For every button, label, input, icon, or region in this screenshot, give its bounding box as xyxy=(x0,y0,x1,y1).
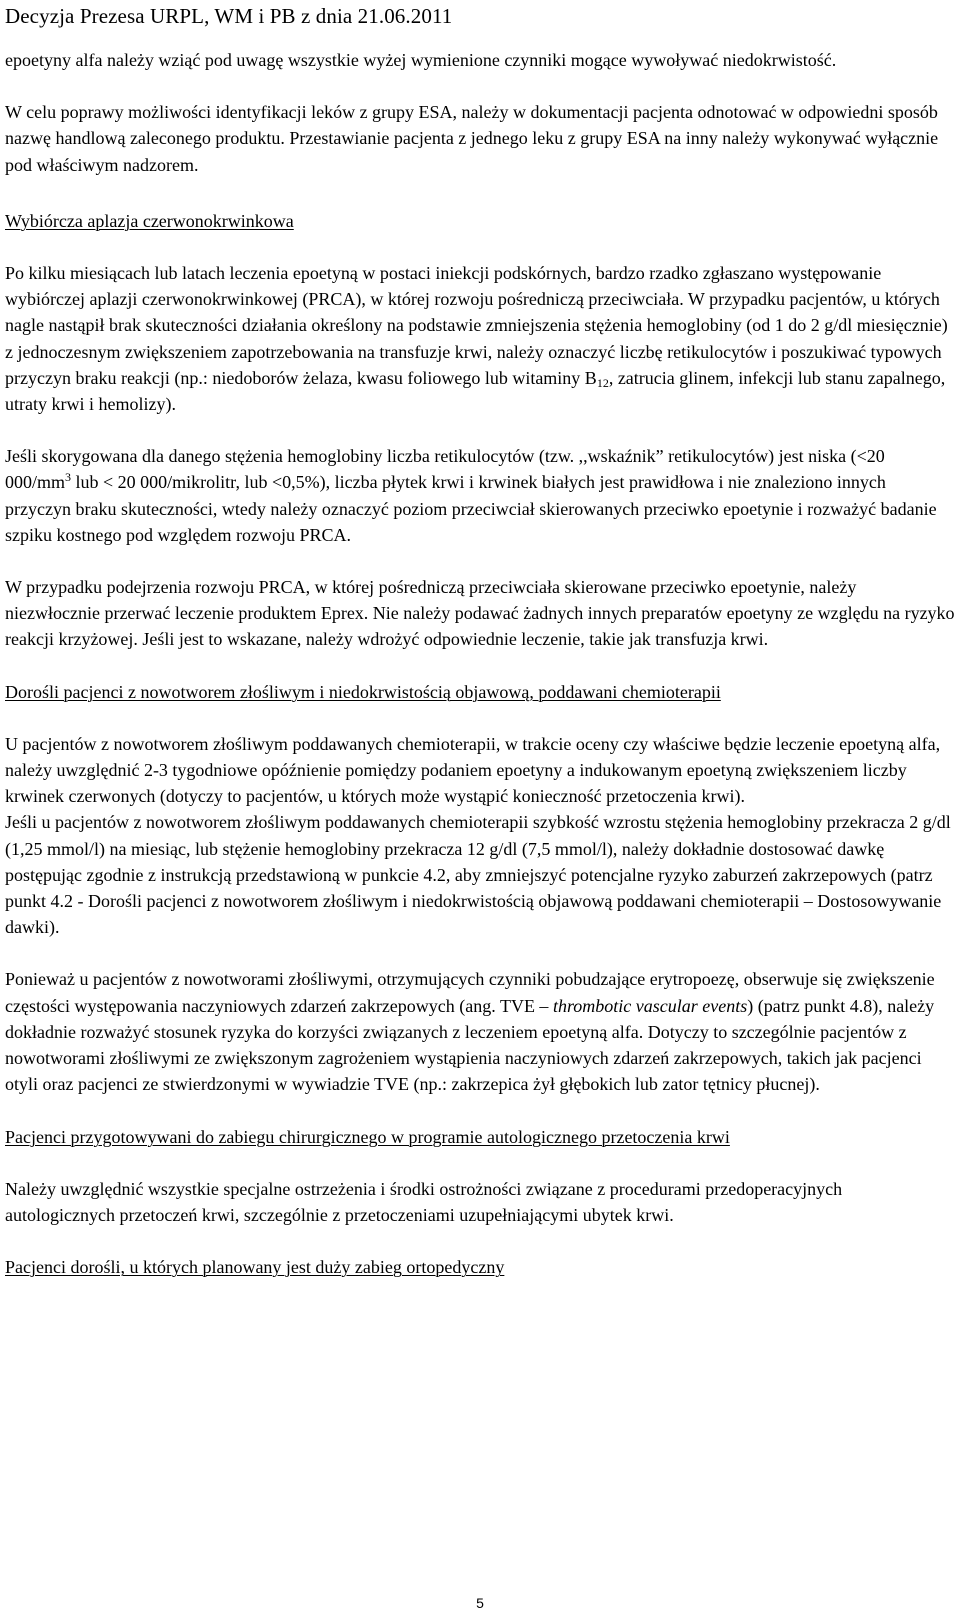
paragraph-chemotherapy-delay: U pacjentów z nowotworem złośliwym poddawanych chemioterapii, w trakcie oceny czy właściwe będzie leczenie epoetyną alfa, należy uwzględnić 2-3 tygodniowe opóźnienie pomiędzy podaniem epoetyny a indukowanym epoetyną zwiększeniem liczby krwinek czerwonych (dotyczy to pacjentów, u których może wystąpić konieczność przetoczenia krwi). xyxy=(5,733,941,807)
text-segment: ) (patrz punkt 4.8), należy dokładnie rozważyć stosunek ryzyka do korzyści związanych z leczeniem epoetyną alfa. Dotyczy to szczególnie pacjentów z nowotworami złośliwymi ze zwiększonym zagrożeniem wystąpienia naczyniowych zdarzeń zakrzepowych, takich jak pacjenci otyli oraz pacjenci ze stwierdzonymi w wywiadzie TVE (np.: zakrzepica żył głębokich lub zator tętnicy płucnej). xyxy=(5,995,935,1095)
section-heading-prca: Wybiórcza aplazja czerwonokrwinkowa xyxy=(5,210,294,231)
text-segment: lub < 20 000/mikrolitr, lub <0,5%), liczba płytek krwi i krwinek białych jest prawidłowa i nie znaleziono innych przyczyn braku skuteczności, wtedy należy oznaczyć poziom przeciwciał skierowanych przeciwko epoetynie i rozważyć badanie szpiku kostnego pod względem rozwoju PRCA. xyxy=(5,472,937,545)
paragraph-reticulocyte-index xyxy=(5,443,955,548)
section-heading-cancer-patients: Dorośli pacjenci z nowotworem złośliwym i niedokrwistością objawową, poddawani chemioterapii xyxy=(5,681,721,702)
paragraph-prca-description xyxy=(5,260,955,417)
superscript: 3 xyxy=(65,470,72,485)
text-segment: , zatrucia glinem, infekcji lub stanu zapalnego, utraty krwi i hemolizy). xyxy=(5,367,946,415)
document-body xyxy=(5,47,955,1280)
subscript: 12 xyxy=(596,375,609,390)
text-segment: Po kilku miesiącach lub latach leczenia epoetyną w postaci iniekcji podskórnych, bardzo rzadko zgłaszano występowanie wybiórczej aplazji czerwonokrwinkowej (PRCA), w której rozwoju pośredniczą przeciwciała. W przypadku pacjentów, u których nagle nastąpił brak skuteczności działania określony na podstawie zmniejszenia stężenia hemoglobiny (od 1 do 2 g/dl miesięcznie) z jednoczesnym zwiększeniem zapotrzebowania na transfuzje krwi, należy oznaczyć liczbę retikulocytów i poszukiwać typowych przyczyn braku reakcji (np.: niedoborów żelaza, kwasu foliowego lub witaminy B xyxy=(5,263,948,388)
paragraph-dose-adjustment: Jeśli u pacjentów z nowotworem złośliwym poddawanych chemioterapii szybkość wzrostu stężenia hemoglobiny przekracza 2 g/dl (1,25 mmol/l) na miesiąc, lub stężenie hemoglobiny przekracza 12 g/dl (7,5 mmol/l), należy dokładnie dostosować dawkę postępując zgodnie z instrukcją przedstawioną w punkcie 4.2, aby zmniejszyć potencjalne ryzyko zaburzeń zakrzepowych (patrz punkt 4.2 - Dorośli pacjenci z nowotworem złośliwym i niedokrwistością objawową poddawani chemioterapii – Dostosowywanie dawki). xyxy=(5,812,951,938)
text-segment: Jeśli skorygowana dla danego stężenia hemoglobiny liczba retikulocytów (tzw. ,,wskaźnik” retikulocytów) jest niska (<20 000/mm xyxy=(5,446,885,493)
text-segment: Ponieważ u pacjentów z nowotworami złośliwymi, otrzymujących czynniki pobudzające erytropoezę, obserwuje się zwiększenie częstości występowania naczyniowych zdarzeń zakrzepowych (ang. TVE – xyxy=(5,969,935,1016)
paragraph-anemia-factors: epoetyny alfa należy wziąć pod uwagę wszystkie wyżej wymienione czynniki mogące wywoływać niedokrwistość. xyxy=(5,50,837,70)
document-header: Decyzja Prezesa URPL, WM i PB z dnia 21.06.2011 xyxy=(5,4,453,28)
section-heading-orthopedic-surgery: Pacjenci dorośli, u których planowany jest duży zabieg ortopedyczny xyxy=(5,1257,505,1278)
paragraph-tve-risk xyxy=(5,966,955,1097)
page-number: 5 xyxy=(476,1595,484,1611)
section-heading-autologous-transfusion: Pacjenci przygotowywani do zabiegu chirurgicznego w programie autologicznego przetoczenia krwi xyxy=(5,1126,730,1147)
italic-term: thrombotic vascular events xyxy=(552,995,748,1016)
paragraph-esa-identification: W celu poprawy możliwości identyfikacji leków z grupy ESA, należy w dokumentacji pacjenta odnotować w odpowiedni sposób nazwę handlową zaleconego produktu. Przestawianie pacjenta z jednego leku z grupy ESA na inny należy wykonywać wyłącznie pod właściwym nadzorem. xyxy=(5,102,939,175)
paragraph-preoperative-precautions: Należy uwzględnić wszystkie specjalne ostrzeżenia i środki ostrożności związane z procedurami przedoperacyjnych autologicznych przetoczeń krwi, szczególnie z przetoczeniami uzupełniającymi ubytek krwi. xyxy=(5,1178,843,1225)
paragraph-prca-treatment: W przypadku podejrzenia rozwoju PRCA, w której pośredniczą przeciwciała skierowane przeciwko epoetynie, należy niezwłocznie przerwać leczenie produktem Eprex. Nie należy podawać żadnych innych preparatów epoetyny ze względu na ryzyko reakcji krzyżowej. Jeśli jest to wskazane, należy wdrożyć odpowiednie leczenie, takie jak transfuzja krwi. xyxy=(5,577,955,650)
